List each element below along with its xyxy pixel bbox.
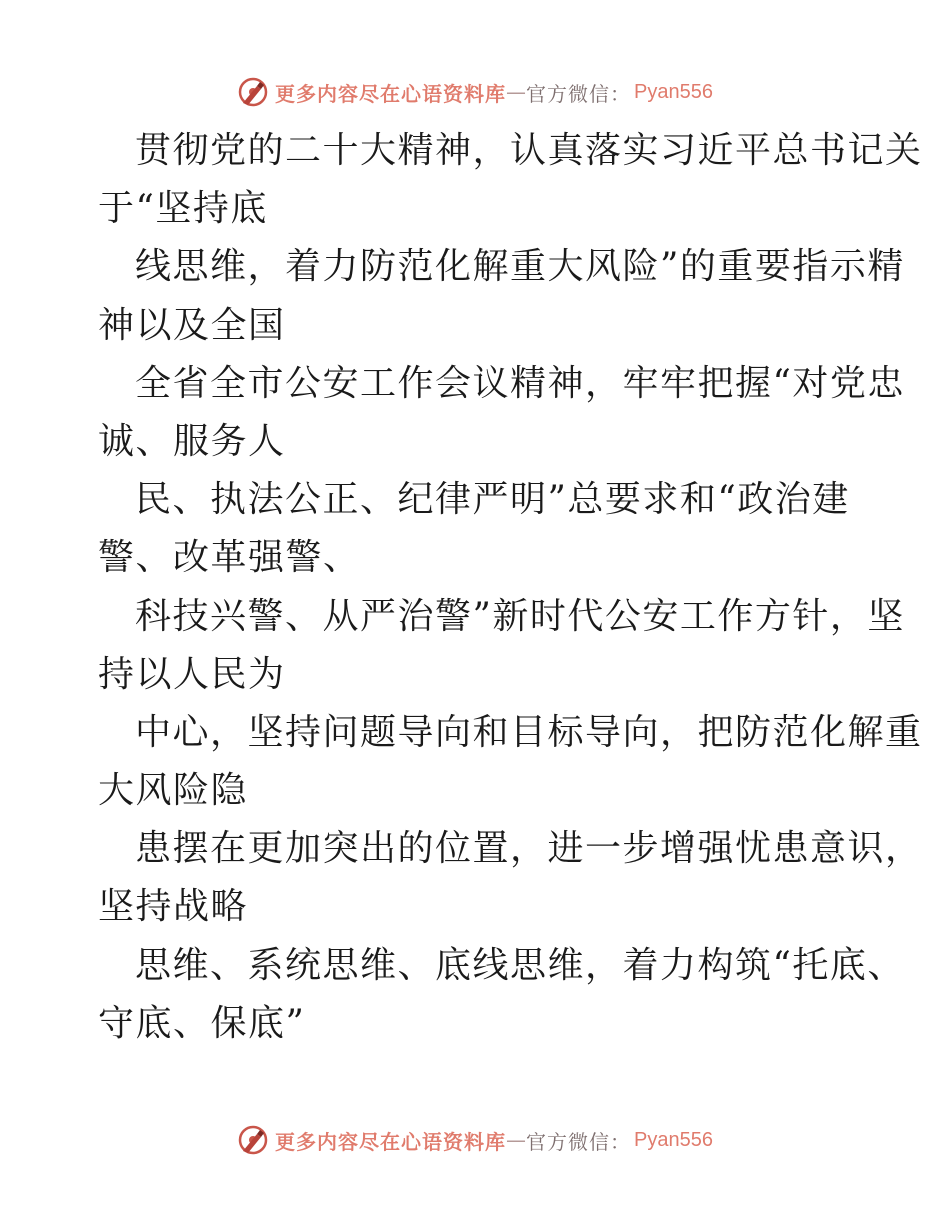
banner-wechat-label: 官方微信 xyxy=(526,1129,611,1154)
banner-wechat-label: 官方微信 xyxy=(526,81,611,106)
document-body xyxy=(98,122,923,1053)
text-line: 贯彻党的二十大精神，认真落实习近平总书记关 xyxy=(135,130,923,171)
banner-title: 更多内容尽在心语资料库 xyxy=(275,1129,507,1154)
text-line: 诚、服务人 xyxy=(98,420,286,462)
banner-colon: ： xyxy=(610,81,631,106)
text-line: 思维、系统思维、底线思维，着力构筑“托底、 xyxy=(135,944,905,986)
text-line: 于“坚持底 xyxy=(98,188,268,230)
text-line: 大风险隐 xyxy=(98,770,249,812)
text-line: 警、改革强警、 xyxy=(98,537,361,579)
banner-separator: — xyxy=(506,80,527,104)
text-line: 线思维，着力防范化解重大风险”的重要指示精 xyxy=(135,246,905,288)
footer-banner xyxy=(0,1120,950,1160)
text-line: 患摆在更加突出的位置，进一步增强忧患意识， xyxy=(135,828,923,870)
text-line: 神以及全国 xyxy=(98,304,286,346)
pen-logo-icon xyxy=(237,1124,269,1156)
banner-colon: ： xyxy=(610,1129,631,1154)
text-line: 科技兴警、从严治警”新时代公安工作方针，坚 xyxy=(135,595,905,637)
text-line: 全省全市公安工作会议精神，牢牢把握“对党忠 xyxy=(135,362,905,404)
text-line: 坚持战略 xyxy=(98,886,249,928)
banner-title: 更多内容尽在心语资料库 xyxy=(275,81,507,106)
text-line: 中心，坚持问题导向和目标导向，把防范化解重 xyxy=(135,711,923,753)
text-line: 守底、保底” xyxy=(98,1002,306,1044)
header-banner xyxy=(0,72,950,112)
banner-wechat-id: Pyan556 xyxy=(634,1128,713,1151)
text-line: 持以人民为 xyxy=(98,653,286,695)
pen-logo-icon xyxy=(237,76,269,108)
banner-separator: — xyxy=(506,1128,527,1152)
text-line: 民、执法公正、纪律严明”总要求和“政治建 xyxy=(135,479,850,521)
banner-wechat-id: Pyan556 xyxy=(634,80,713,103)
